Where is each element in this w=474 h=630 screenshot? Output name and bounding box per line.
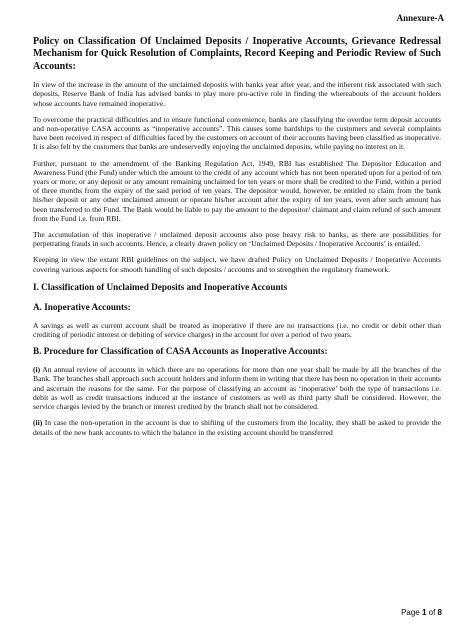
section-b-item: [33, 365, 441, 411]
section-i-heading: I. Classification of Unclaimed Deposits and Inoperative Accounts: [33, 281, 288, 292]
section-b-heading: B. Procedure for Classification of CASA Accounts as Inoperative Accounts:: [33, 346, 328, 357]
annexure-label: Annexure-A: [396, 13, 444, 23]
page-number: [401, 608, 442, 617]
item-text: An annual review of accounts in which there are no operations for more than one year shall be made by all the branches of the Bank. The branches shall approach such account holders and inform them in writing that there has been no operation in their accounts and ascertain the reasons for the same. For the purpose of classifying an account as ‘inoperative’ both the type of transactions i.e. debit as well as credit transactions induced at the instance of customers as well as third party shall be considered. However, the service charges levied by the branch or interest credited by the branch shall not be considered.: [33, 365, 441, 412]
paragraph-intro: In view of the increase in the amount of the unclaimed deposits with banks year after year, and the inherent risk associated with such deposits, Reserve Bank of India has advised banks to play more pro-active role in finding the whereabouts of the account holders whose accounts have remained inoperative.: [33, 80, 441, 108]
page-current: 1: [421, 608, 427, 617]
item-marker: (ii): [33, 418, 43, 428]
section-b-item: [33, 418, 441, 436]
paragraph-hardships: To overcome the practical difficulties and to ensure functional convenience, banks are classifying the overdue term deposit accounts and non-operative CASA accounts as “inoperative accounts”. This causes some hardships to the customers and several complaints have been received in respect of difficulties faced by the customers on account of their accounts having been classified as inoperative. It is also felt by the customers that banks are undeservedly enjoying the unclaimed deposits, while paying no interest on it.: [33, 114, 441, 152]
section-a-text: A savings as well as current account shall be treated as inoperative if there are no transactions (i.e. no credit or debit other than crediting of periodic interest or debiting of service charges) in the account for over a period of two years.: [33, 320, 441, 340]
item-marker: (i): [33, 365, 41, 375]
page-total: 8: [437, 608, 442, 617]
paragraph-fraud-risk: The accumulation of this inoperative / unclaimed deposit accounts also pose heavy risk to banks, as there are possibilities for perpetrating frauds in such accounts. Hence, a clearly drawn policy on ‘Unclaimed Deposits / Inoperative Accounts’ is entailed.: [33, 230, 441, 249]
policy-title: Policy on Classification Of Unclaimed Deposits / Inoperative Accounts, Grievance Redressal Mechanism for Quick Resolution of Complaints, Record Keeping and Periodic Review of Such Accounts:: [33, 36, 441, 72]
section-a-heading: A. Inoperative Accounts:: [33, 301, 131, 312]
paragraph-deaf-fund: Further, pursuant to the amendment of the Banking Regulation Act, 1949, RBI has established The Depositor Education and Awareness Fund (the Fund) under which the amount to the credit of any account which has not been operated upon for a period of ten years or more, or any deposit or any amount remaining unclaimed for ten years or more shall be credited to the Fund, within a period of three months from the expiry of the said period of ten years. The depositor would, however, be entitled to claim from the bank his/her deposit or any other unclaimed amount or operate his/her account after the expiry of ten years, even after such amount has been transferred to the Fund. The Bank would be liable to pay the amount to the depositor/ claimant and claim refund of such amount from the Fund i.e. from RBI.: [33, 158, 441, 223]
document-body: [33, 36, 441, 444]
page-label: Page: [401, 608, 422, 617]
paragraph-policy-drafted: Keeping in view the extant RBI guidelines on the subject, we have drafted Policy on Unclaimed Deposits / Inoperative Accounts covering various aspects for smooth handling of such deposits / accounts and to strengthen the regulatory framework.: [33, 255, 441, 274]
page-of-label: of: [426, 608, 438, 617]
item-text: In case the non-operation in the account is due to shifting of the customers from the locality, they shall be asked to provide the details of the new bank accounts to which the balance in the existing account should be transferred: [33, 418, 441, 437]
